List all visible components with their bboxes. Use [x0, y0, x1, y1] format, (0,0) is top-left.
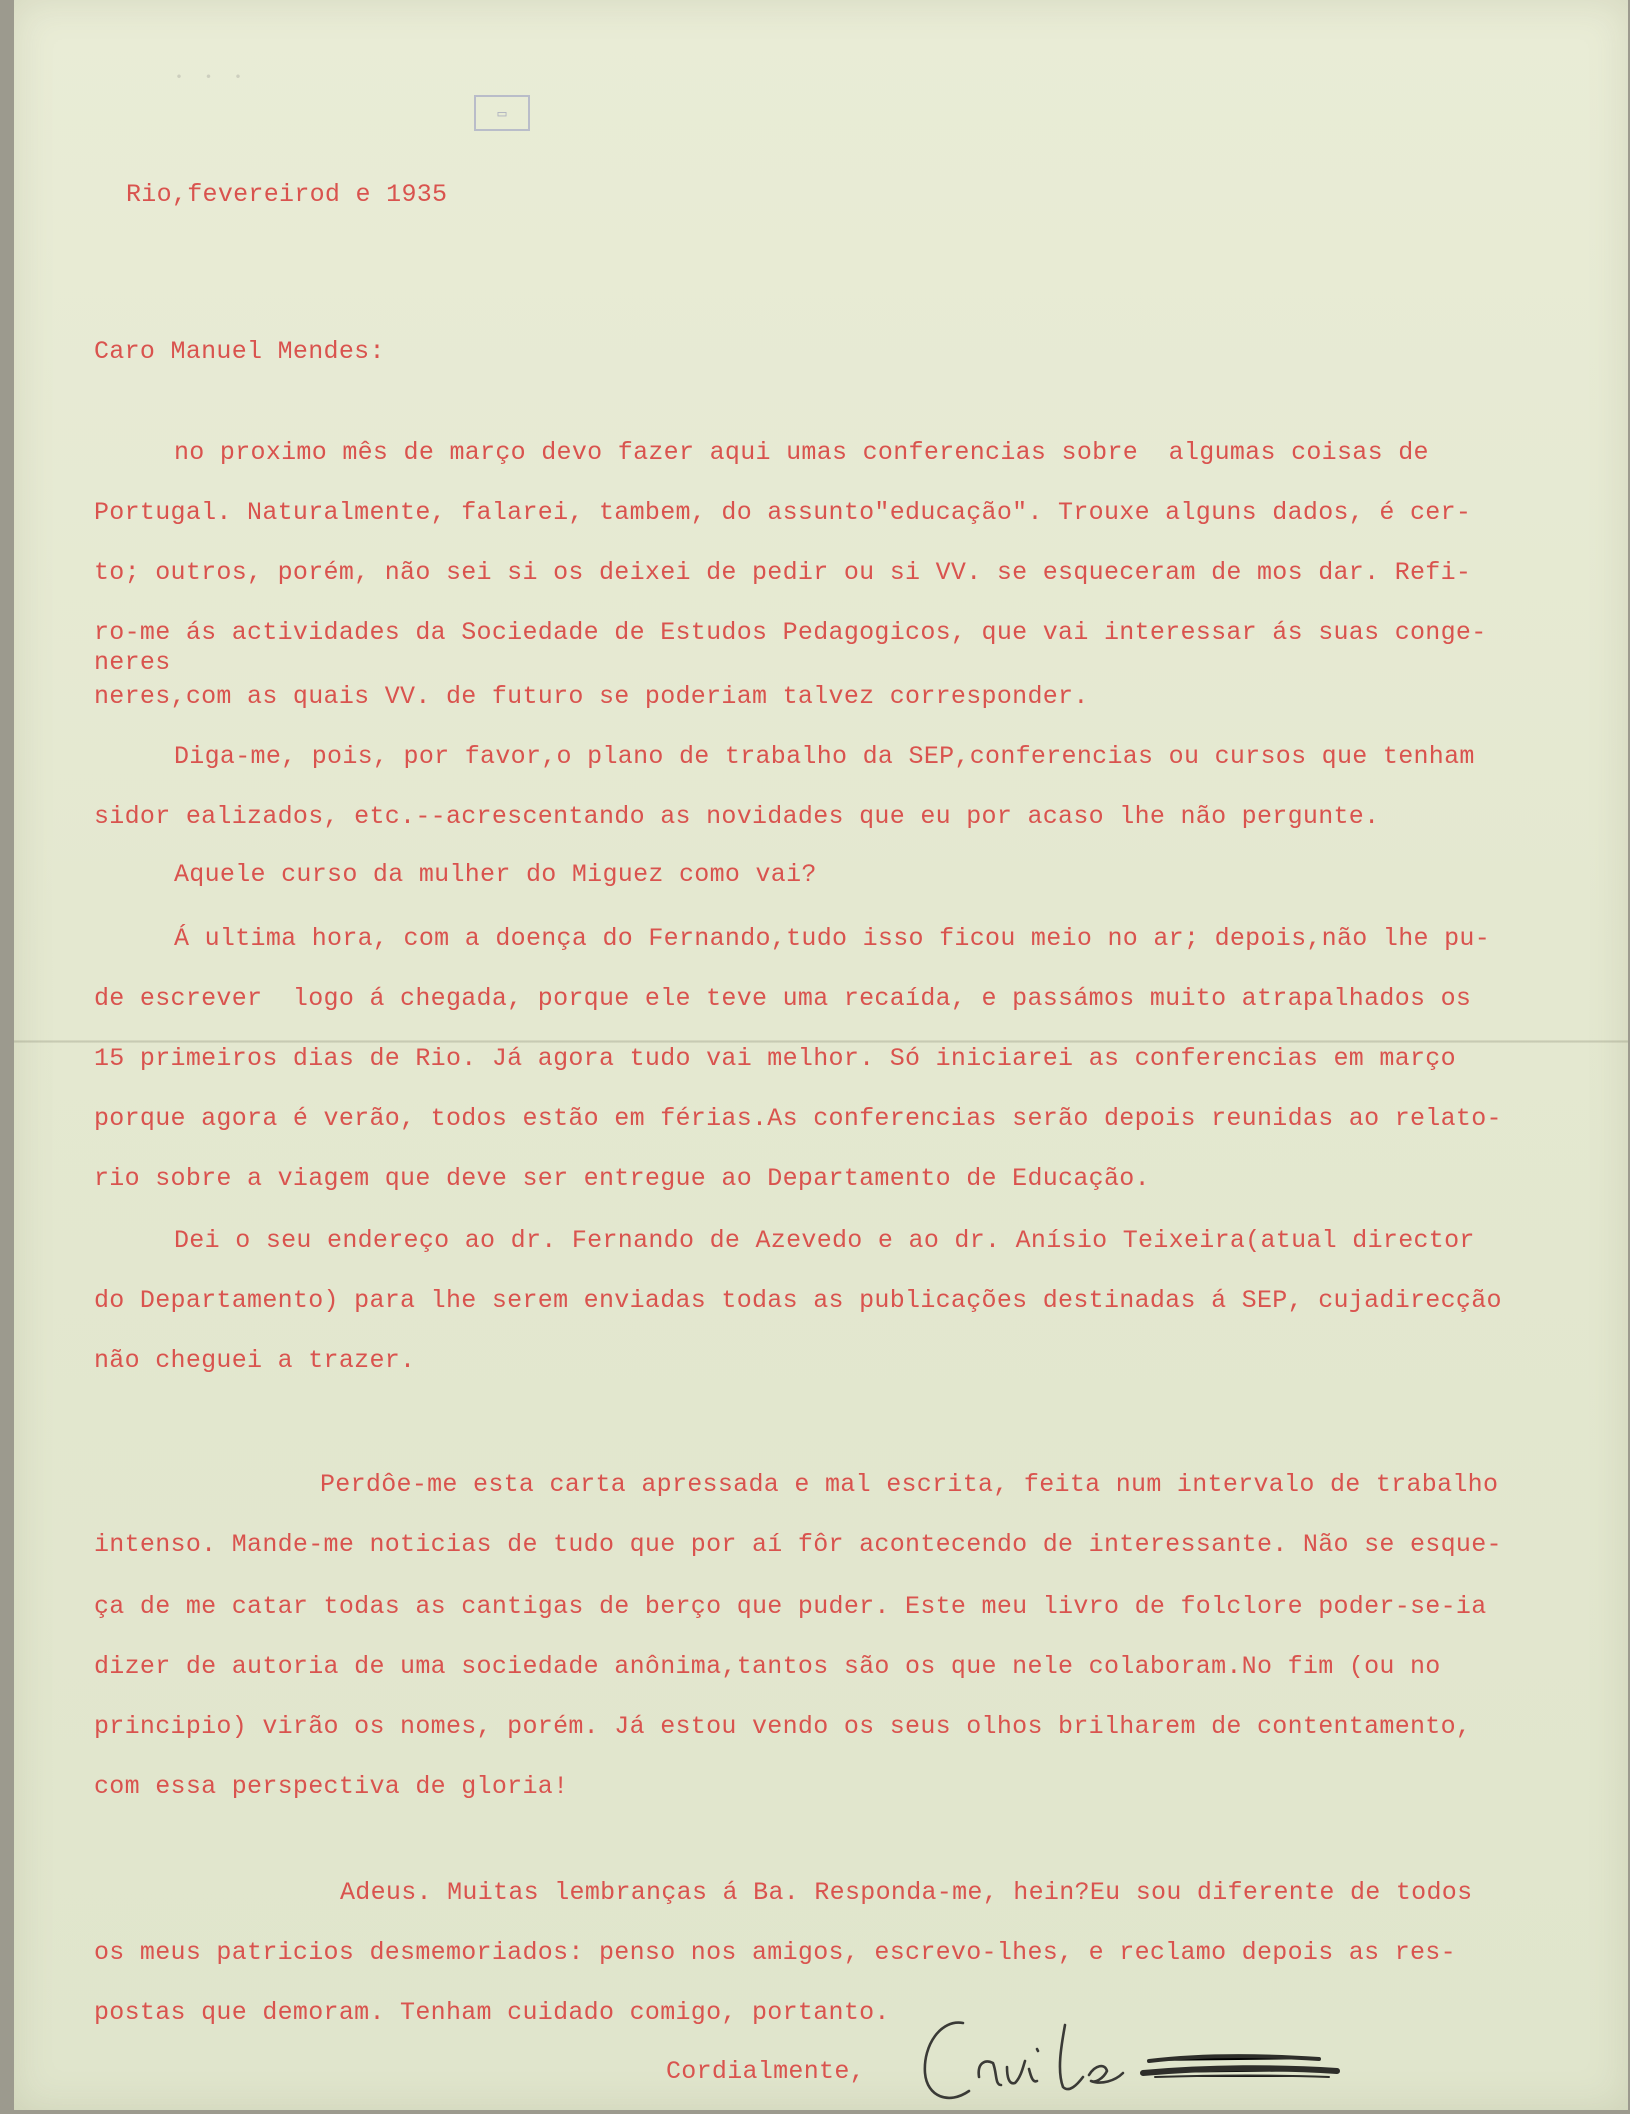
- letter-date: Rio,fevereirod e 1935: [126, 180, 448, 209]
- letter-line: Á ultima hora, com a doença do Fernando,tudo isso ficou meio no ar; depois,não lhe pu-: [174, 924, 1491, 953]
- letter-line: principio) virão os nomes, porém. Já estou vendo os seus olhos brilharem de contentamento,: [94, 1712, 1472, 1741]
- paper-fold: [14, 1040, 1628, 1043]
- handwritten-signature: [919, 2015, 1359, 2110]
- letter-closing: Cordialmente,: [666, 2057, 865, 2086]
- letter-line: do Departamento) para lhe serem enviadas todas as publicações destinadas á SEP, cujadirecção: [94, 1286, 1502, 1315]
- letter-line: Adeus. Muitas lembranças á Ba. Responda-me, hein?Eu sou diferente de todos: [340, 1878, 1473, 1907]
- letter-line: porque agora é verão, todos estão em férias.As conferencias serão depois reunidas ao relato-: [94, 1104, 1502, 1133]
- letter-line: Perdôe-me esta carta apressada e mal escrita, feita num intervalo de trabalho: [320, 1470, 1499, 1499]
- letter-line: não cheguei a trazer.: [94, 1346, 416, 1375]
- letter-line: neres,com as quais VV. de futuro se poderiam talvez corresponder.: [94, 682, 1089, 711]
- letter-line: sidor ealizados, etc.--acrescentando as novidades que eu por acaso lhe não pergunte.: [94, 802, 1380, 831]
- archive-stamp: ▭: [474, 95, 530, 131]
- letter-line: Diga-me, pois, por favor,o plano de trabalho da SEP,conferencias ou cursos que tenham: [174, 742, 1475, 771]
- letter-line: ro-me ás actividades da Sociedade de Estudos Pedagogicos, que vai interessar ás suas conge-: [94, 618, 1487, 647]
- letter-page: [14, 0, 1628, 2110]
- letter-salutation: Caro Manuel Mendes:: [94, 337, 385, 366]
- letter-line: intenso. Mande-me noticias de tudo que por aí fôr acontecendo de interessante. Não se esque-: [94, 1530, 1502, 1559]
- letter-line: to; outros, porém, não sei si os deixei de pedir ou si VV. se esqueceram de mos dar. Refi-: [94, 558, 1472, 587]
- letter-line: no proximo mês de março devo fazer aqui umas conferencias sobre algumas coisas de: [174, 438, 1429, 467]
- letter-line: rio sobre a viagem que deve ser entregue ao Departamento de Educação.: [94, 1164, 1150, 1193]
- letter-line: de escrever logo á chegada, porque ele teve uma recaída, e passámos muito atrapalhados os: [94, 984, 1472, 1013]
- letter-line: ça de me catar todas as cantigas de berço que puder. Este meu livro de folclore poder-se-ia: [94, 1592, 1487, 1621]
- letter-line: postas que demoram. Tenham cuidado comigo, portanto.: [94, 1998, 890, 2027]
- letter-line: Aquele curso da mulher do Miguez como vai?: [174, 860, 817, 889]
- letter-line: Portugal. Naturalmente, falarei, tambem, do assunto"educação". Trouxe alguns dados, é cer-: [94, 498, 1472, 527]
- letter-line: com essa perspectiva de gloria!: [94, 1772, 569, 1801]
- letter-line: dizer de autoria de uma sociedade anônima,tantos são os que nele colaboram.No fim (ou no: [94, 1652, 1441, 1681]
- letter-line: 15 primeiros dias de Rio. Já agora tudo vai melhor. Só iniciarei as conferencias em março: [94, 1044, 1456, 1073]
- letter-line: os meus patricios desmemoriados: penso nos amigos, escrevo-lhes, e reclamo depois as res-: [94, 1938, 1456, 1967]
- faint-ink-mark: · · ·: [174, 60, 249, 93]
- letter-line: Dei o seu endereço ao dr. Fernando de Azevedo e ao dr. Anísio Teixeira(atual director: [174, 1226, 1475, 1255]
- letter-line: neres: [94, 648, 171, 677]
